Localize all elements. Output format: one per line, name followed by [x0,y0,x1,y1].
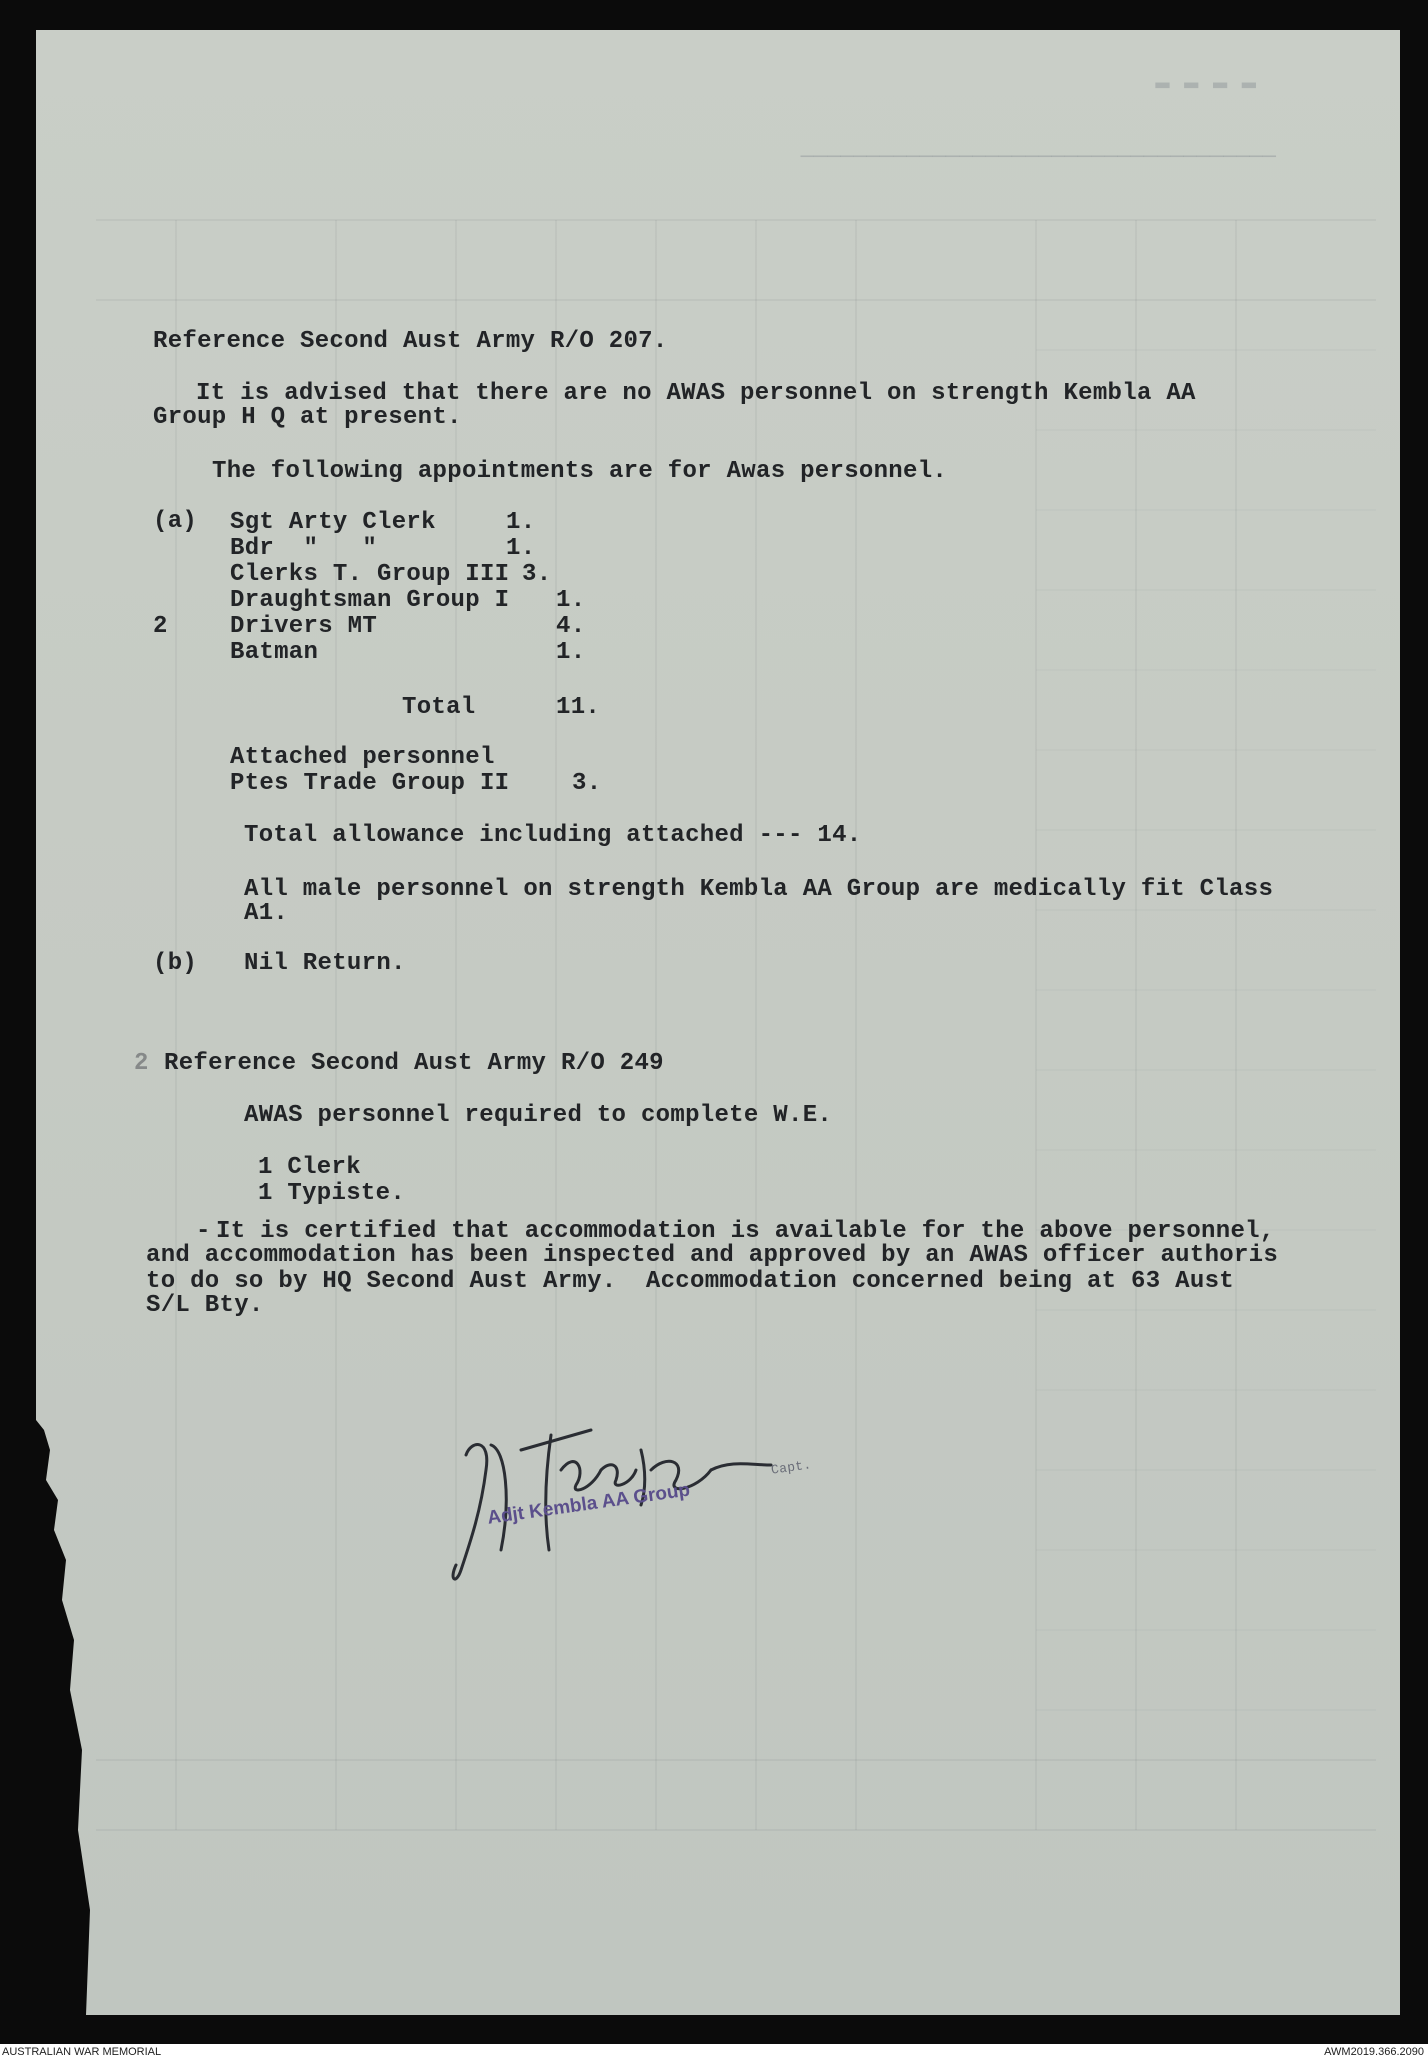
advised-line-1: It is advised that there are no AWAS personnel on strength Kembla AA [196,380,1196,407]
following-appointments: The following appointments are for Awas personnel. [212,458,948,485]
appointment-count: 4. [556,613,586,640]
attached-role: Ptes Trade Group II [230,770,510,797]
document-sheet [36,30,1400,2015]
footer-left: AUSTRALIAN WAR MEMORIAL [2,2046,162,2058]
appointment-role: Sgt Arty Clerk [230,509,436,536]
section-a-label: (a) [153,508,198,535]
reference-207-heading: Reference Second Aust Army R/O 207. [153,328,668,355]
awas-required-heading: AWAS personnel required to complete W.E. [244,1102,833,1129]
appointment-count: 3. [522,561,552,588]
appointment-role: Clerks T. Group III [230,561,510,588]
total-label: Total [402,694,476,721]
margin-mark: 2 [153,613,168,640]
nil-return: Nil Return. [244,950,406,977]
advised-line-2: Group H Q at present. [153,404,462,431]
reference-249-heading: Reference Second Aust Army R/O 249 [164,1050,664,1077]
male-personnel-line-2: A1. [244,900,289,927]
attached-heading: Attached personnel [230,744,495,771]
archive-footer [0,2044,1428,2061]
appointment-count: 1. [506,535,536,562]
appointment-role: Batman [230,639,319,666]
total-value: 11. [556,694,601,721]
signature-name [576,1440,664,1467]
appointment-count: 1. [556,587,586,614]
certification-line-1: It is certified that accommodation is available for the above personnel, [216,1218,1275,1245]
appointment-role: Drivers MT [230,613,378,640]
ref2-margin-mark: 2 [134,1050,149,1077]
appointment-role: Bdr " " [230,535,378,562]
certification-line-4: S/L Bty. [146,1292,264,1319]
adjutant-stamp: Adjt Kembla AA Group [486,1479,692,1529]
certification-line-3: to do so by HQ Second Aust Army. Accommodation concerned being at 63 Aust [146,1268,1234,1295]
certification-line-2: and accommodation has been inspected and approved by an AWAS officer authoris [146,1242,1279,1269]
appointment-count: 1. [506,509,536,536]
appointment-count: 1. [556,639,586,666]
signature-rank: Capt. [770,1457,813,1478]
required-item: 1 Clerk [258,1154,361,1181]
certification-dash: - [196,1218,211,1245]
section-b-label: (b) [153,950,198,977]
showthrough-line: ──────────────────────────────────── [800,145,1276,170]
appointment-role: Draughtsman Group I [230,587,510,614]
footer-right: AWM2019.366.2090 [1324,2046,1424,2058]
required-item: 1 Typiste. [258,1180,406,1207]
attached-count: 3. [572,770,602,797]
showthrough-header: ▬ ▬ ▬ ▬ [1155,70,1256,97]
male-personnel-line-1: All male personnel on strength Kembla AA Group are medically fit Class [244,876,1274,903]
total-allowance: Total allowance including attached --- 14. [244,822,862,849]
